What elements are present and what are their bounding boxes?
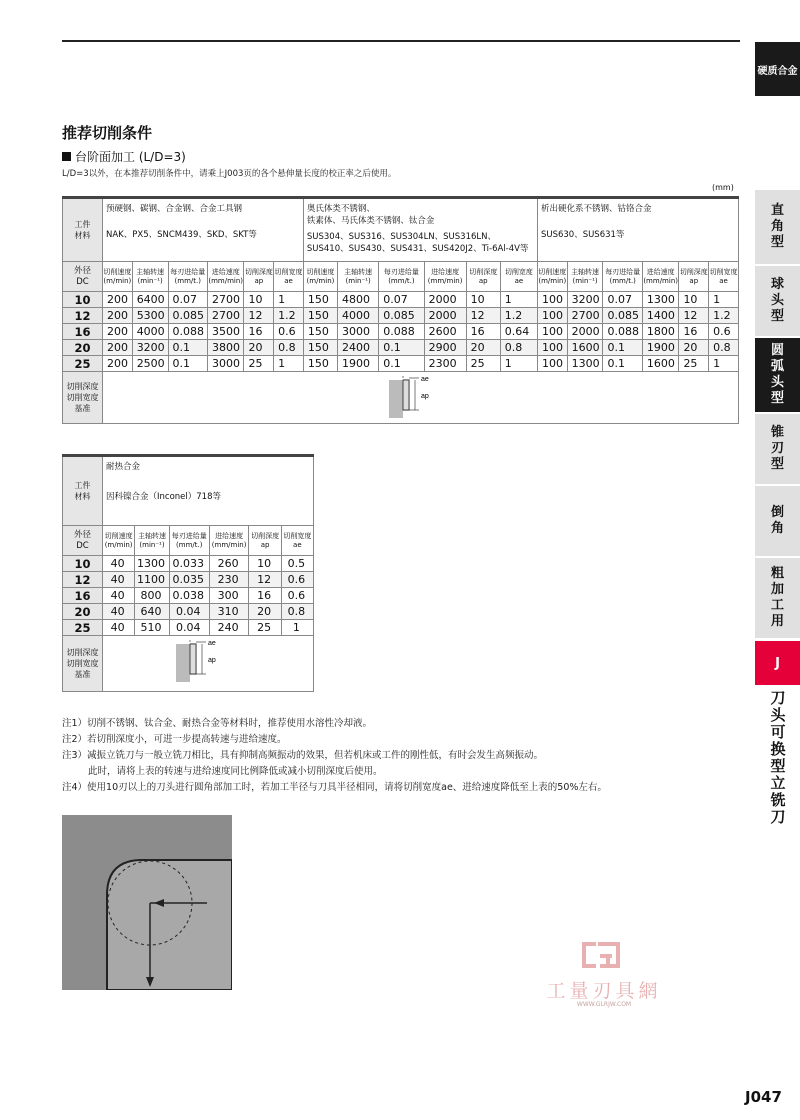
table-cell: 0.8 <box>281 604 313 620</box>
table-cell: 1.2 <box>709 308 739 324</box>
table-cell: 1.2 <box>500 308 537 324</box>
svg-text:ap: ap <box>420 393 429 400</box>
column-header: 每刃进给量 (mm/t.) <box>168 262 207 292</box>
tab-square-type[interactable]: 直 角 型 <box>755 190 800 266</box>
column-header: 切削速度 (m/min) <box>103 526 135 556</box>
corner-diagram <box>62 815 232 990</box>
table-cell: 25 <box>679 356 709 372</box>
column-header: 切削宽度 ae <box>709 262 739 292</box>
table-cell: 6400 <box>132 292 168 308</box>
table-cell: 0.1 <box>168 340 207 356</box>
table-cell: 3000 <box>207 356 244 372</box>
table-row <box>63 324 739 340</box>
table-cell: 2700 <box>567 308 603 324</box>
table-cell: 12 <box>466 308 500 324</box>
table-cell: 0.04 <box>169 604 209 620</box>
table-cell: 25 <box>249 620 281 636</box>
table-cell: 1300 <box>567 356 603 372</box>
table-cell: 0.07 <box>168 292 207 308</box>
dc-value: 10 <box>63 556 103 572</box>
cutting-conditions-table-2 <box>62 454 314 692</box>
table-cell: 16 <box>244 324 274 340</box>
table-cell: 2600 <box>424 324 466 340</box>
table-cell: 0.04 <box>169 620 209 636</box>
table-cell: 0.07 <box>603 292 642 308</box>
table-cell: 3200 <box>567 292 603 308</box>
note-4: 注4）使用10刃以上的刀头进行圆角部加工时，若加工半径与刀具半径相同，请将切削宽度ae、进给速度降低至上表的50%左右。 <box>62 782 607 793</box>
table-cell: 40 <box>103 620 135 636</box>
watermark-logo <box>534 940 674 1010</box>
column-header: 切削速度 (m/min) <box>103 262 133 292</box>
table-cell: 1300 <box>135 556 169 572</box>
watermark-text: 工量刃具網 <box>546 980 662 1002</box>
column-header: 每刃进给量 (mm/t.) <box>169 526 209 556</box>
table-cell: 3800 <box>207 340 244 356</box>
svg-text:ap: ap <box>208 657 216 664</box>
table-cell: 0.8 <box>500 340 537 356</box>
table-cell: 0.088 <box>379 324 424 340</box>
table-cell: 2700 <box>207 308 244 324</box>
table-cell: 1 <box>500 292 537 308</box>
material-grades: NAK、PX5、SNCM439、SKD、SKT等 <box>106 230 257 240</box>
material-group-3 <box>537 198 738 262</box>
table-cell: 12 <box>249 572 281 588</box>
table-cell: 0.088 <box>168 324 207 340</box>
subsection-label: 台阶面加工 (L/D=3) <box>75 150 186 164</box>
table-cell: 12 <box>244 308 274 324</box>
workpiece-label: 工件 材料 <box>63 456 103 526</box>
table-cell: 0.1 <box>379 340 424 356</box>
table-cell: 40 <box>103 572 135 588</box>
table-cell: 1 <box>274 292 304 308</box>
table-cell: 40 <box>103 588 135 604</box>
table-row <box>63 308 739 324</box>
table-cell: 40 <box>103 604 135 620</box>
table-cell: 20 <box>244 340 274 356</box>
table-cell: 2000 <box>567 324 603 340</box>
table-cell: 1 <box>274 356 304 372</box>
table-cell: 1 <box>500 356 537 372</box>
material-grades: 因科镍合金（Inconel）718等 <box>106 492 221 502</box>
column-header: 进给速度 (mm/min) <box>207 262 244 292</box>
table-cell: 300 <box>209 588 249 604</box>
table-cell: 3500 <box>207 324 244 340</box>
table-cell: 150 <box>303 324 337 340</box>
table-cell: 1.2 <box>274 308 304 324</box>
table-cell: 3200 <box>132 340 168 356</box>
table-cell: 0.085 <box>379 308 424 324</box>
dc-value: 20 <box>63 340 103 356</box>
table-cell: 2700 <box>207 292 244 308</box>
table-cell: 4000 <box>132 324 168 340</box>
table-cell: 4800 <box>338 292 379 308</box>
table-cell: 1 <box>281 620 313 636</box>
table-cell: 10 <box>249 556 281 572</box>
table-cell: 200 <box>103 324 133 340</box>
table-cell: 40 <box>103 556 135 572</box>
column-header: 每刃进给量 (mm/t.) <box>379 262 424 292</box>
workpiece-label: 工件 材料 <box>63 198 103 262</box>
material-class: 耐热合金 <box>106 462 141 472</box>
tab-chamfer[interactable]: 倒 角 <box>755 486 800 558</box>
basis-diagram-cell <box>103 372 739 424</box>
corner-milling-illustration <box>62 815 232 990</box>
table-cell: 200 <box>103 308 133 324</box>
table-row <box>63 292 739 308</box>
column-header: 切削宽度 ae <box>274 262 304 292</box>
material-group <box>103 456 314 526</box>
top-rule <box>62 40 740 42</box>
tab-carbide[interactable]: 硬质合金 <box>755 42 800 96</box>
note-3-cont: 此时，请将上表的转速与进给速度同比例降低或减小切削深度后使用。 <box>88 766 383 777</box>
column-header: 切削深度 ap <box>466 262 500 292</box>
table-row <box>63 620 314 636</box>
table-cell: 0.1 <box>379 356 424 372</box>
table-cell: 25 <box>244 356 274 372</box>
table-row <box>63 588 314 604</box>
material-grades: SUS630、SUS631等 <box>540 230 625 240</box>
section-vertical-label: 刀 头 可 换 型 立 铣 刀 <box>770 689 786 826</box>
table-cell: 310 <box>209 604 249 620</box>
table-cell: 150 <box>303 340 337 356</box>
table-cell: 16 <box>249 588 281 604</box>
tab-j[interactable]: J <box>755 641 800 685</box>
note-1: 注1）切削不锈钢、钛合金、耐热合金等材料时，推荐使用水溶性冷却液。 <box>62 718 373 729</box>
table-cell: 1 <box>709 356 739 372</box>
table-cell: 240 <box>209 620 249 636</box>
dc-value: 20 <box>63 604 103 620</box>
material-class: 析出硬化系不锈钢、钴铬合金 <box>540 204 652 214</box>
section-title: 推荐切削条件 <box>62 124 153 142</box>
table-cell: 260 <box>209 556 249 572</box>
table-row <box>63 356 739 372</box>
subsection-title <box>62 148 186 165</box>
column-header: 主轴转速 (min⁻¹) <box>338 262 379 292</box>
column-header: 切削宽度 ae <box>281 526 313 556</box>
column-header: 切削深度 ap <box>244 262 274 292</box>
table-cell: 0.1 <box>603 356 642 372</box>
column-header: 切削深度 ap <box>679 262 709 292</box>
table-row <box>63 572 314 588</box>
table-cell: 2400 <box>338 340 379 356</box>
material-group-1 <box>103 198 304 262</box>
table-cell: 0.038 <box>169 588 209 604</box>
table-row <box>63 556 314 572</box>
table-cell: 3000 <box>338 324 379 340</box>
table-cell: 0.1 <box>168 356 207 372</box>
table-cell: 20 <box>466 340 500 356</box>
dc-value: 16 <box>63 324 103 340</box>
table-cell: 0.07 <box>379 292 424 308</box>
column-header: 进给速度 (mm/min) <box>424 262 466 292</box>
table-cell: 200 <box>103 356 133 372</box>
table-cell: 16 <box>466 324 500 340</box>
table-cell: 1800 <box>642 324 679 340</box>
column-header: 切削速度 (m/min) <box>537 262 567 292</box>
column-header: 进给速度 (mm/min) <box>209 526 249 556</box>
column-header: 进给速度 (mm/min) <box>642 262 679 292</box>
table-cell: 0.8 <box>709 340 739 356</box>
column-header: 主轴转速 (min⁻¹) <box>132 262 168 292</box>
square-bullet-icon <box>62 152 71 161</box>
table-cell: 1900 <box>338 356 379 372</box>
table-cell: 2300 <box>424 356 466 372</box>
column-header: 切削速度 (m/min) <box>303 262 337 292</box>
table-cell: 100 <box>537 324 567 340</box>
table-cell: 1 <box>709 292 739 308</box>
table-cell: 230 <box>209 572 249 588</box>
dc-value: 12 <box>63 308 103 324</box>
table-cell: 2500 <box>132 356 168 372</box>
table-cell: 0.1 <box>603 340 642 356</box>
table-cell: 20 <box>679 340 709 356</box>
tab-roughing[interactable]: 粗 加 工 用 <box>755 558 800 640</box>
table-cell: 0.6 <box>274 324 304 340</box>
table-cell: 150 <box>303 356 337 372</box>
material-grades: SUS304、SUS316、SUS304LN、SUS316LN、 SUS410、SUS430、SUS431、SUS420J2、Ti-6Al-4V等 <box>306 232 529 254</box>
table-cell: 0.8 <box>274 340 304 356</box>
depth-width-diagram <box>385 376 445 420</box>
dc-value: 25 <box>63 620 103 636</box>
table-cell: 800 <box>135 588 169 604</box>
table-cell: 1600 <box>567 340 603 356</box>
ld-note: L/D=3以外，在本推荐切削条件中，请乘上J003页的各个悬伸量长度的校正率之后使用。 <box>62 169 397 179</box>
table-cell: 0.64 <box>500 324 537 340</box>
tab-taper-type[interactable]: 锥 刃 型 <box>755 414 800 486</box>
table-cell: 100 <box>537 356 567 372</box>
table-cell: 16 <box>679 324 709 340</box>
table-cell: 0.035 <box>169 572 209 588</box>
table-cell: 10 <box>466 292 500 308</box>
table-cell: 0.085 <box>603 308 642 324</box>
table-cell: 4000 <box>338 308 379 324</box>
column-header: 主轴转速 (min⁻¹) <box>135 526 169 556</box>
material-class: 预硬钢、碳钢、合金钢、合金工具钢 <box>106 204 243 214</box>
tab-radius-type[interactable]: 圆 弧 头 型 <box>755 338 800 414</box>
page-number: J047 <box>745 1088 782 1106</box>
svg-text:ae: ae <box>208 640 216 647</box>
note-3: 注3）减振立铣刀与一般立铣刀相比，具有抑制高频振动的效果，但若机床或工件的刚性低，有时会发生高频振动。 <box>62 750 544 761</box>
basis-diagram-cell <box>103 636 314 692</box>
cutting-conditions-table-1 <box>62 196 739 424</box>
table-cell: 150 <box>303 308 337 324</box>
note-2: 注2）若切削深度小，可进一步提高转速与进给速度。 <box>62 734 287 745</box>
dc-value: 16 <box>63 588 103 604</box>
table-cell: 25 <box>466 356 500 372</box>
tab-ball-type[interactable]: 球 头 型 <box>755 266 800 338</box>
column-header: 切削深度 ap <box>249 526 281 556</box>
dc-value: 12 <box>63 572 103 588</box>
table-cell: 0.5 <box>281 556 313 572</box>
table-row <box>63 340 739 356</box>
table-cell: 1300 <box>642 292 679 308</box>
table-row <box>63 604 314 620</box>
table-cell: 200 <box>103 340 133 356</box>
column-header: 主轴转速 (min⁻¹) <box>567 262 603 292</box>
column-header: 每刃进给量 (mm/t.) <box>603 262 642 292</box>
table-cell: 2000 <box>424 308 466 324</box>
material-class: 奥氏体类不锈钢、 铁素体、马氏体类不锈钢、钛合金 <box>306 204 435 226</box>
depth-width-diagram <box>172 640 232 684</box>
table-cell: 150 <box>303 292 337 308</box>
dc-header: 外径 DC <box>63 262 103 292</box>
watermark-url: WWW.GLRJW.COM <box>576 1001 632 1008</box>
table-cell: 100 <box>537 340 567 356</box>
dc-header: 外径 DC <box>63 526 103 556</box>
table-cell: 0.033 <box>169 556 209 572</box>
table-cell: 1900 <box>642 340 679 356</box>
table-cell: 5300 <box>132 308 168 324</box>
table-cell: 2000 <box>424 292 466 308</box>
table-cell: 100 <box>537 308 567 324</box>
table-cell: 10 <box>679 292 709 308</box>
basis-label: 切削深度 切削宽度 基准 <box>63 372 103 424</box>
table-cell: 20 <box>249 604 281 620</box>
dc-value: 10 <box>63 292 103 308</box>
svg-text:ae: ae <box>420 376 429 383</box>
dc-value: 25 <box>63 356 103 372</box>
table-cell: 100 <box>537 292 567 308</box>
notes-block <box>62 716 607 796</box>
basis-label: 切削深度 切削宽度 基准 <box>63 636 103 692</box>
table-cell: 1600 <box>642 356 679 372</box>
table-cell: 2900 <box>424 340 466 356</box>
table-cell: 0.088 <box>603 324 642 340</box>
table-cell: 10 <box>244 292 274 308</box>
unit-label: (mm) <box>712 183 734 192</box>
table-cell: 1100 <box>135 572 169 588</box>
table-cell: 640 <box>135 604 169 620</box>
table-cell: 12 <box>679 308 709 324</box>
table-cell: 200 <box>103 292 133 308</box>
material-group-2 <box>303 198 537 262</box>
table-cell: 0.6 <box>281 572 313 588</box>
table-cell: 1400 <box>642 308 679 324</box>
table-cell: 0.085 <box>168 308 207 324</box>
table-cell: 0.6 <box>281 588 313 604</box>
column-header: 切削宽度 ae <box>500 262 537 292</box>
table-cell: 510 <box>135 620 169 636</box>
table-cell: 0.6 <box>709 324 739 340</box>
